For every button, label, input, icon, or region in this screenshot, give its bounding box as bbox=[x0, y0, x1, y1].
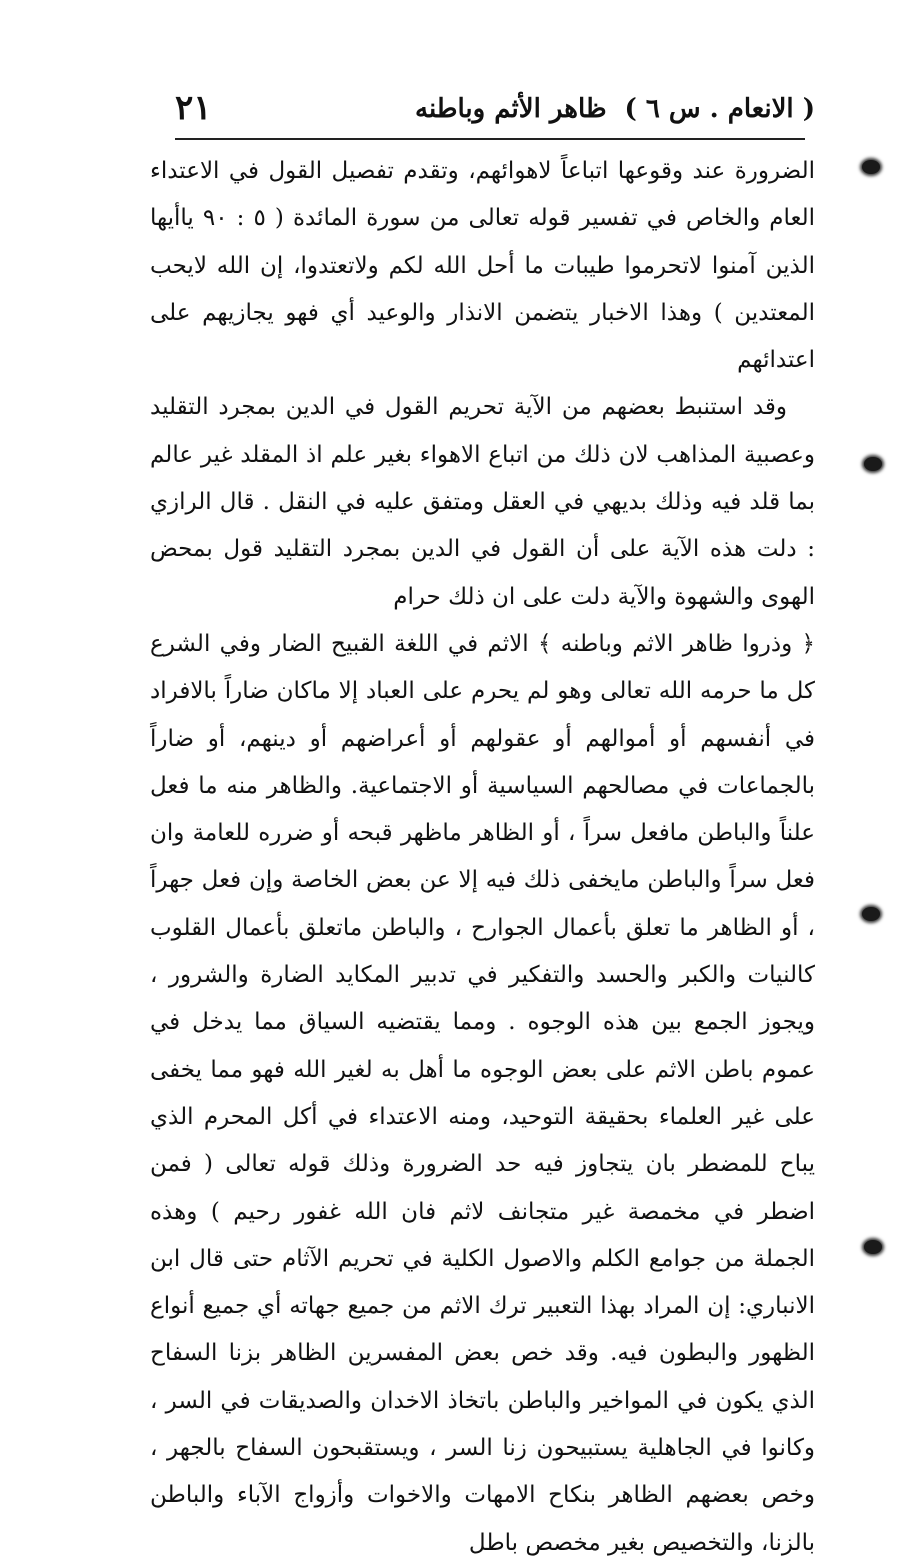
page-number: ٢١ bbox=[175, 88, 212, 128]
header-rule bbox=[175, 138, 805, 140]
paragraph-1: الضرورة عند وقوعها اتباعاً لاهوائهم، وتقدم تفصيل القول في الاعتداء العام والخاص في تفسير قوله تعالى من سورة المائدة ( ٥ : ٩٠ ياأيها الذين آمنوا لاتحرموا طيبات ما أحل الله لكم ولاتعتدوا، إن الله لايحب المعتدين ) وهذا الاخبار يتضمن الانذار والوعيد أي فهو يجازيهم على اعتدائهم bbox=[150, 158, 816, 374]
page-body bbox=[150, 148, 815, 1567]
binding-hole-mark bbox=[864, 1240, 882, 1254]
paragraph-3: ﴿ وذروا ظاهر الاثم وباطنه ﴾ الاثم في اللغة القبيح الضار وفي الشرع كل ما حرمه الله تعالى وهو لم يحرم على العباد إلا ماكان ضاراً بالافراد في أنفسهم أو أموالهم أو عقولهم أو أعراضهم أو دينهم، أو ضاراً بالجماعات في مصالحهم السياسية أو الاجتماعية. والظاهر منه ما فعل علناً والباطن مافعل سراً ، أو الظاهر ماظهر قبحه أو ضرره للعامة وان فعل سراً والباطن مايخفى ذلك فيه إلا عن بعض الخاصة وإن فعل جهراً ، أو الظاهر ما تعلق بأعمال الجوارح ، والباطن ماتعلق بأعمال القلوب كالنيات والكبر والحسد والتفكير في تدبير المكايد الضارة والشرور ، ويجوز الجمع بين هذه الوجوه . ومما يقتضيه السياق مما يدخل في عموم باطن الاثم على بعض الوجوه ما أهل به لغير الله فهو مما يخفى على غير العلماء بحقيقة التوحيد، ومنه الاعتداء في أكل المحرم الذي يباح للمضطر بان يتجاوز فيه حد الضرورة وذلك قوله تعالى ( فمن اضطر في مخمصة غير متجانف لاثم فان الله غفور رحيم ) وهذه الجملة من جوامع الكلم والاصول الكلية في تحريم الآثام حتى قال ابن الانباري: إن المراد بهذا التعبير ترك الاثم من جميع جهاته أي جميع أنواع الظهور والبطون فيه. وقد خص بعض المفسرين الظاهر بزنا السفاح الذي يكون في المواخير والباطن باتخاذ الاخدان والصديقات في السر ، وكانوا في الجاهلية يستبيحون زنا السر ، ويستقبحون السفاح بالجهر ، وخص بعضهم الظاهر بنكاح الامهات والاخوات وأزواج الآباء والباطن بالزنا، والتخصيص بغير مخصص باطل bbox=[150, 630, 815, 1556]
surah-reference: ( الانعام . س ٦ ) bbox=[624, 94, 815, 124]
binding-hole-mark bbox=[864, 457, 882, 471]
binding-hole-mark bbox=[862, 160, 880, 174]
binding-hole-mark bbox=[862, 907, 880, 921]
running-title: ظاهر الأثم وباطنه bbox=[415, 94, 607, 124]
paragraph-2: وقد استنبط بعضهم من الآية تحريم القول في الدين بمجرد التقليد وعصبية المذاهب لان ذلك من اتباع الاهواء بغير علم اذ المقلد غير عالم بما قلد فيه وذلك بديهي في العقل ومتفق عليه في النقل . قال الرازي : دلت هذه الآية على أن القول في الدين بمجرد التقليد قول بمحض الهوى والشهوة والآية دلت على ان ذلك حرام bbox=[150, 394, 815, 610]
page-header bbox=[175, 88, 815, 132]
